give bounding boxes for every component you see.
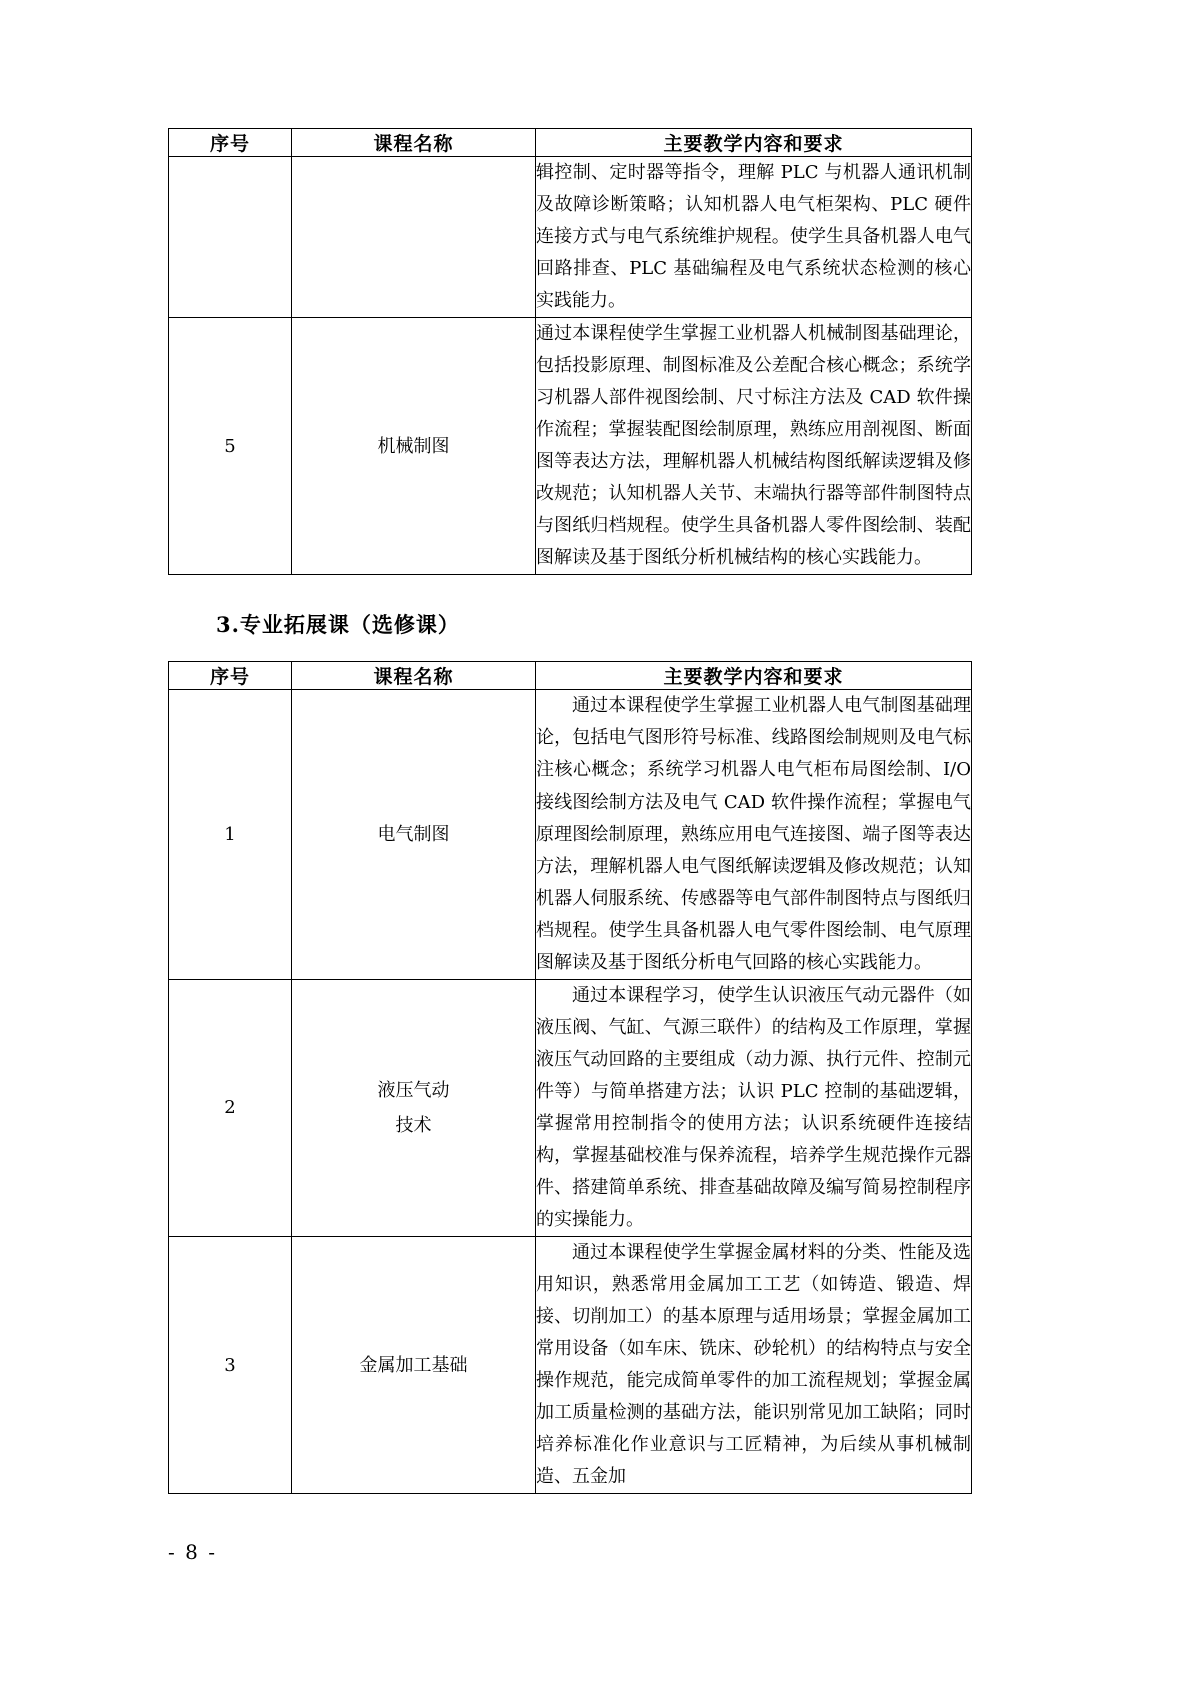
course-name-line-2: 技术 [395,1114,432,1136]
table-row [169,690,972,979]
cell-description: 通过本课程使学生掌握工业机器人机械制图基础理论，包括投影原理、制图标准及公差配合核心概念；系统学习机器人部件视图绘制、尺寸标注方法及 CAD 软件操作流程；掌握装配图绘制原理，熟练应用剖视图、断面图等表达方法，理解机器人机械结构图纸解读逻辑及修改规范；认知机器人关节、末端执行器等部件制图特点与图纸归档规程。使学生具备机器人零件图绘制、装配图解读及基于图纸分析机械结构的核心实践能力。 [536,318,972,575]
page-content [168,128,971,1494]
cell-description: 通过本课程学习，使学生认识液压气动元器件（如液压阀、气缸、气源三联件）的结构及工作原理，掌握液压气动回路的主要组成（动力源、执行元件、控制元件等）与简单搭建方法；认识 PLC 控制的基础逻辑，掌握常用控制指令的使用方法；认识系统硬件连接结构，掌握基础校准与保养流程，培养学生规范操作元器件、搭建简单系统、排查基础故障及编写简易控制程序的实操能力。 [536,979,972,1236]
section-heading: 3.专业拓展课（选修课） [216,612,460,638]
course-table-top [168,128,972,575]
table-header-row [169,662,972,690]
course-name-line-1: 液压气动 [377,1079,450,1101]
cell-no: 3 [169,1236,292,1493]
header-no: 序号 [169,129,292,157]
cell-no [169,157,292,318]
cell-no: 1 [169,690,292,979]
table-row [169,1236,972,1493]
course-table-bottom [168,661,972,1494]
cell-description: 通过本课程使学生掌握工业机器人电气制图基础理论，包括电气图形符号标准、线路图绘制规则及电气标注核心概念；系统学习机器人电气柜布局图绘制、I/O 接线图绘制方法及电气 CAD 软件操作流程；掌握电气原理图绘制原理，熟练应用电气连接图、端子图等表达方法，理解机器人电气图纸解读逻辑及修改规范；认知机器人伺服系统、传感器等电气部件制图特点与图纸归档规程。使学生具备机器人电气零件图绘制、电气原理图解读及基于图纸分析电气回路的核心实践能力。 [536,690,972,979]
header-description: 主要教学内容和要求 [536,129,972,157]
table-row [169,157,972,318]
header-course-name: 课程名称 [292,662,536,690]
cell-course-name: 机械制图 [292,318,536,575]
cell-no: 5 [169,318,292,575]
header-description: 主要教学内容和要求 [536,662,972,690]
header-no: 序号 [169,662,292,690]
cell-course-name: 金属加工基础 [292,1236,536,1493]
cell-course-name [292,979,536,1236]
table-header-row [169,129,972,157]
cell-course-name [292,157,536,318]
table-row [169,979,972,1236]
page-number: - 8 - [168,1540,217,1564]
cell-no: 2 [169,979,292,1236]
table-row [169,318,972,575]
cell-description: 通过本课程使学生掌握金属材料的分类、性能及选用知识，熟悉常用金属加工工艺（如铸造、锻造、焊接、切削加工）的基本原理与适用场景；掌握金属加工常用设备（如车床、铣床、砂轮机）的结构特点与安全操作规范，能完成简单零件的加工流程规划；掌握金属加工质量检测的基础方法，能识别常见加工缺陷；同时培养标准化作业意识与工匠精神，为后续从事机械制造、五金加 [536,1236,972,1493]
cell-description: 辑控制、定时器等指令，理解 PLC 与机器人通讯机制及故障诊断策略；认知机器人电气柜架构、PLC 硬件连接方式与电气系统维护规程。使学生具备机器人电气回路排查、PLC 基础编程及电气系统状态检测的核心实践能力。 [536,157,972,318]
cell-course-name: 电气制图 [292,690,536,979]
header-course-name: 课程名称 [292,129,536,157]
